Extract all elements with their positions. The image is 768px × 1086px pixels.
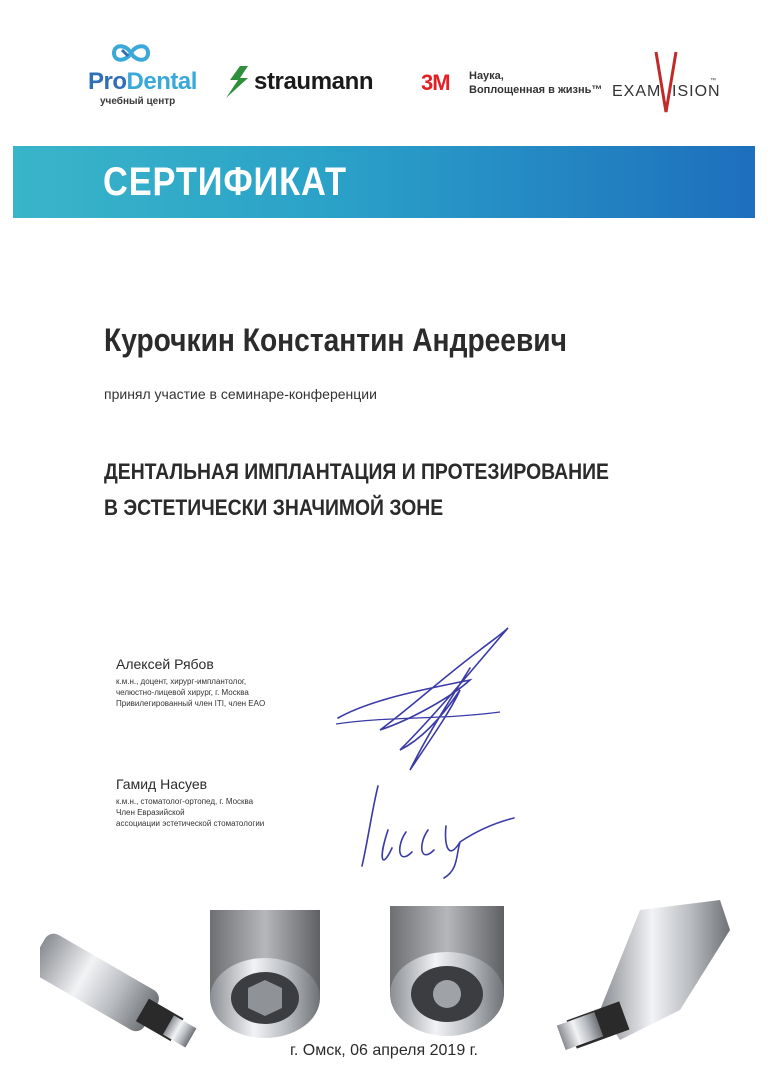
signature-2 [348, 770, 518, 880]
signatory-name: Алексей Рябов [116, 656, 214, 672]
signatory-desc: к.м.н., стоматолог-ортопед, г. Москва Член Евразийской ассоциации эстетической стоматологии [116, 797, 265, 828]
prodental-subtitle: учебный центр [100, 96, 176, 107]
signatory-name: Гамид Насуев [116, 776, 208, 792]
course-title-line-2: В ЭСТЕТИЧЕСКИ ЗНАЧИМОЙ ЗОНЕ [104, 495, 444, 520]
examvision-logo [612, 46, 722, 106]
svg-text:ISION: ISION [672, 83, 721, 100]
signatory-1 [116, 656, 265, 709]
dental-implants-illustration [40, 870, 740, 1050]
signatory-2 [116, 776, 264, 829]
straumann-wordmark: straumann [254, 68, 374, 95]
3m-wordmark: 3M [421, 70, 450, 95]
straumann-mark-icon [222, 64, 252, 100]
participation-text: принял участие в семинаре-конференции [104, 386, 377, 402]
prodental-infinity-icon [108, 40, 154, 66]
course-title [104, 454, 609, 526]
place-and-date: г. Омск, 06 апреля 2019 г. [290, 1042, 478, 1059]
prodental-wordmark: ProDental [88, 68, 197, 95]
prodental-logo [80, 40, 200, 110]
logo-row [0, 36, 768, 116]
3m-logo [421, 70, 621, 100]
3m-tagline-2: Воплощенная в жизнь™ [469, 84, 603, 96]
3m-tagline-1: Наука, [469, 70, 504, 82]
signature-1 [330, 620, 520, 780]
signatory-desc: к.м.н., доцент, хирург-имплантолог, челюстно-лицевой хирург, г. Москва Привилегированный член ITI, член EAO [116, 677, 266, 708]
examvision-wordmark [612, 46, 722, 118]
svg-text:EXAM: EXAM [612, 83, 662, 100]
course-title-line-1: ДЕНТАЛЬНАЯ ИМПЛАНТАЦИЯ И ПРОТЕЗИРОВАНИЕ [104, 459, 609, 484]
svg-text:™: ™ [710, 78, 716, 84]
recipient-name: Курочкин Константин Андреевич [104, 322, 567, 358]
certificate-title: СЕРТИФИКАТ [103, 160, 347, 204]
straumann-logo [222, 64, 392, 104]
title-banner [13, 146, 755, 218]
